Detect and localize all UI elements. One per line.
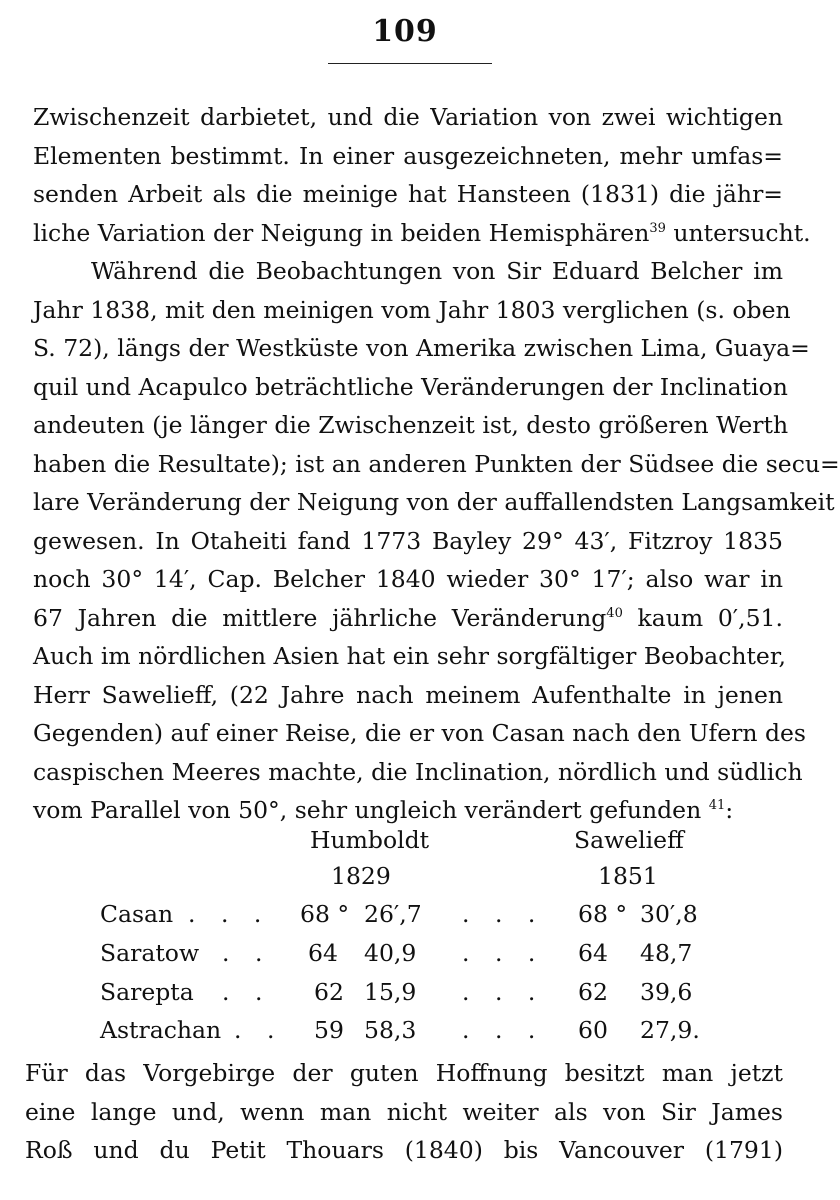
text-line: Herr Sawelieff, (22 Jahre nach meinem Aufenthalte in jenen xyxy=(33,680,783,709)
footnote-marker: 40 xyxy=(606,605,623,621)
table-row-leader: . . xyxy=(222,939,272,967)
table-row-leader: . . xyxy=(222,978,272,1006)
closing-text xyxy=(25,1054,783,1170)
table-cell-minutes: 58,3 xyxy=(364,1016,417,1044)
table-cell-minutes: 40,9 xyxy=(364,939,417,967)
table-cell-minutes: 26′,7 xyxy=(364,900,422,928)
text-line: senden Arbeit als die meinige hat Hansteen (1831) die jähr= xyxy=(33,180,783,208)
text-line: noch 30° 14′, Cap. Belcher 1840 wieder 30° 17′; also war in xyxy=(33,565,783,593)
text-line: haben die Resultate); ist an anderen Punkten der Südsee die secu= xyxy=(33,449,840,478)
text-line: Für das Vorgebirge der guten Hoffnung besitzt man jetzt xyxy=(25,1059,783,1087)
text-line: gewesen. In Otaheiti fand 1773 Bayley 29° 43′, Fitzroy 1835 xyxy=(33,526,783,555)
text-line: lare Veränderung der Neigung von der auffallendsten Langsamkeit xyxy=(33,488,835,516)
table-row-leader: . . xyxy=(234,1016,284,1044)
text-line: andeuten (je länger die Zwischenzeit ist, desto größeren Werth xyxy=(33,411,789,439)
text-fragment: 67 Jahren die mittlere jährliche Veränderung xyxy=(33,603,607,632)
header-rule xyxy=(328,63,492,64)
table-row-leader: . . . xyxy=(462,978,545,1006)
table-cell-minutes: 48,7 xyxy=(640,939,693,967)
text-line: Zwischenzeit darbietet, und die Variation von zwei wichtigen xyxy=(33,103,783,131)
table-cell-degrees: 62 xyxy=(314,978,344,1006)
text-line-with-footnote xyxy=(33,214,811,253)
table-row-place: Casan xyxy=(100,900,174,928)
main-text xyxy=(33,98,840,830)
table-cell-degrees: 59 xyxy=(314,1016,344,1044)
table-row-place: Sarepta xyxy=(100,978,194,1006)
table-cell-degrees: 68 ° xyxy=(578,900,628,928)
column-header-humboldt: Humboldt xyxy=(310,826,430,854)
text-line: Roß und du Petit Thouars (1840) bis Vancouver (1791) xyxy=(25,1136,783,1164)
text-line: Elementen bestimmt. In einer ausgezeichneten, mehr umfas= xyxy=(33,141,783,170)
text-line: Jahr 1838, mit den meinigen vom Jahr 1803 verglichen (s. oben xyxy=(33,295,791,324)
text-line-with-footnote xyxy=(33,599,783,638)
footnote-marker: 39 xyxy=(649,220,666,236)
table-cell-degrees: 62 xyxy=(578,978,608,1006)
table-row-leader: . . . xyxy=(188,900,271,928)
table-row-leader: . . . xyxy=(462,1016,545,1044)
text-line: Während die Beobachtungen von Sir Eduard Belcher im xyxy=(91,257,783,285)
text-line: Gegenden) auf einer Reise, die er von Casan nach den Ufern des xyxy=(33,719,806,747)
text-line: caspischen Meeres machte, die Inclination, nördlich und südlich xyxy=(33,757,803,786)
column-header-sawelieff: Sawelieff xyxy=(574,826,684,854)
text-fragment: kaum 0′,51. xyxy=(637,603,783,632)
table-row-leader: . . . xyxy=(462,900,545,928)
text-fragment: liche Variation der Neigung in beiden Hemisphären xyxy=(33,218,650,247)
text-line: quil und Acapulco beträchtliche Veränderungen der Inclination xyxy=(33,372,788,401)
table-cell-minutes: 15,9 xyxy=(364,978,417,1006)
column-year-1851: 1851 xyxy=(598,862,658,890)
table-cell-degrees: 68 ° xyxy=(300,900,350,928)
text-fragment: untersucht. xyxy=(673,218,811,247)
table-cell-minutes: 39,6 xyxy=(640,978,693,1006)
text-line: Auch im nördlichen Asien hat ein sehr sorgfältiger Beobachter, xyxy=(33,642,786,670)
table-row-leader: . . . xyxy=(462,939,545,967)
column-year-1829: 1829 xyxy=(331,862,391,890)
table-cell-minutes: 30′,8 xyxy=(640,900,698,928)
table-cell-minutes: 27,9. xyxy=(640,1016,700,1044)
text-line: S. 72), längs der Westküste von Amerika zwischen Lima, Guaya= xyxy=(33,334,810,362)
text-fragment: vom Parallel von 50°, sehr ungleich verändert gefunden xyxy=(33,796,702,824)
table-cell-degrees: 64 xyxy=(578,939,608,967)
table-row-place: Astrachan xyxy=(100,1016,222,1044)
page-number: 109 xyxy=(372,14,438,49)
text-line: eine lange und, wenn man nicht weiter als von Sir James xyxy=(25,1097,783,1126)
table-cell-degrees: 64 xyxy=(308,939,338,967)
text-line-with-footnote xyxy=(33,791,783,830)
footnote-marker: 41 xyxy=(708,798,726,813)
table-cell-degrees: 60 xyxy=(578,1016,608,1044)
table-row-place: Saratow xyxy=(100,939,200,967)
text-fragment: : xyxy=(725,796,734,824)
